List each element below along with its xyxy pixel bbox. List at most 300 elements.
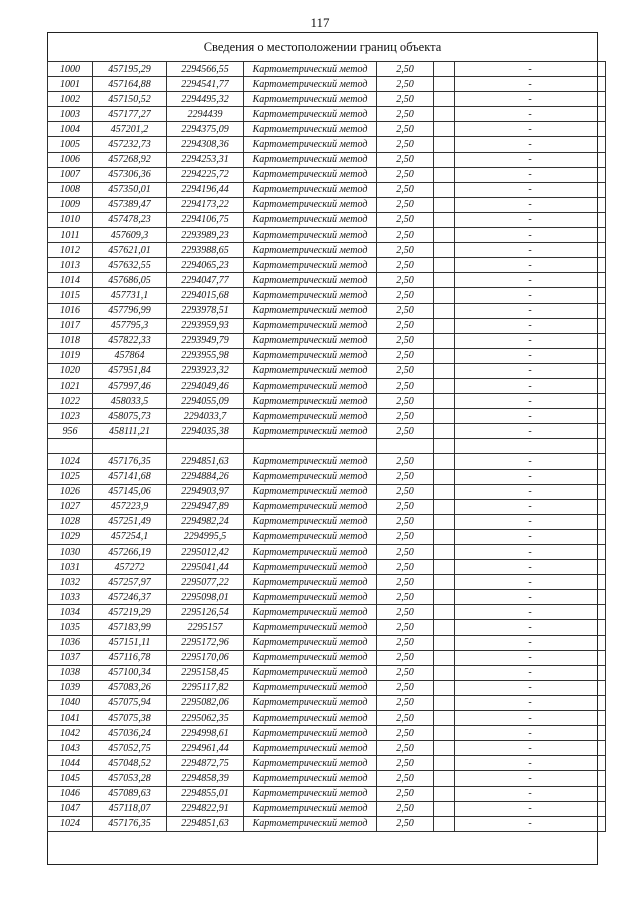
coord-x-cell: 457176,35	[93, 816, 167, 831]
coord-x-cell: 457951,84	[93, 363, 167, 378]
point-number-cell: 1010	[48, 212, 93, 227]
empty-cell-cell	[434, 258, 455, 273]
table-row	[48, 288, 606, 303]
table-row	[48, 107, 606, 122]
table-row	[48, 635, 606, 650]
accuracy-cell: 2,50	[377, 454, 434, 469]
table-row	[48, 650, 606, 665]
coord-x-cell: 457036,24	[93, 726, 167, 741]
point-number-cell: 1009	[48, 197, 93, 212]
coord-y-cell: 2294065,23	[167, 258, 244, 273]
note-cell: -	[455, 394, 606, 409]
empty-cell-cell	[434, 801, 455, 816]
separator-cell	[48, 439, 93, 454]
table-row	[48, 122, 606, 137]
coord-y-cell: 2294998,61	[167, 726, 244, 741]
method-cell: Картометрический метод	[244, 771, 377, 786]
method-cell: Картометрический метод	[244, 182, 377, 197]
coord-y-cell: 2294196,44	[167, 182, 244, 197]
method-cell: Картометрический метод	[244, 77, 377, 92]
accuracy-cell: 2,50	[377, 711, 434, 726]
table-row	[48, 680, 606, 695]
point-number-cell: 1012	[48, 243, 93, 258]
coord-x-cell: 457141,68	[93, 469, 167, 484]
empty-cell-cell	[434, 726, 455, 741]
table-row	[48, 182, 606, 197]
note-cell: -	[455, 122, 606, 137]
method-cell: Картометрический метод	[244, 303, 377, 318]
table-row	[48, 333, 606, 348]
table-row	[48, 711, 606, 726]
coord-y-cell: 2293955,98	[167, 348, 244, 363]
coord-x-cell: 457201,2	[93, 122, 167, 137]
empty-cell-cell	[434, 363, 455, 378]
point-number-cell: 1047	[48, 801, 93, 816]
empty-cell-cell	[434, 167, 455, 182]
coord-y-cell: 2294055,09	[167, 394, 244, 409]
point-number-cell: 1031	[48, 560, 93, 575]
note-cell: -	[455, 575, 606, 590]
accuracy-cell: 2,50	[377, 695, 434, 710]
method-cell: Картометрический метод	[244, 756, 377, 771]
method-cell: Картометрический метод	[244, 137, 377, 152]
coord-y-cell: 2295117,82	[167, 680, 244, 695]
coord-y-cell: 2294308,36	[167, 137, 244, 152]
accuracy-cell: 2,50	[377, 409, 434, 424]
empty-cell-cell	[434, 122, 455, 137]
empty-cell-cell	[434, 152, 455, 167]
table-row	[48, 303, 606, 318]
table-row	[48, 620, 606, 635]
table-row	[48, 469, 606, 484]
coord-y-cell: 2295012,42	[167, 545, 244, 560]
table-row	[48, 243, 606, 258]
accuracy-cell: 2,50	[377, 348, 434, 363]
table-row	[48, 318, 606, 333]
note-cell: -	[455, 635, 606, 650]
coord-y-cell: 2295082,06	[167, 695, 244, 710]
table-row	[48, 726, 606, 741]
method-cell: Картометрический метод	[244, 695, 377, 710]
table-row	[48, 786, 606, 801]
table-row	[48, 348, 606, 363]
empty-cell-cell	[434, 62, 455, 77]
accuracy-cell: 2,50	[377, 680, 434, 695]
accuracy-cell: 2,50	[377, 273, 434, 288]
coord-x-cell: 457246,37	[93, 590, 167, 605]
accuracy-cell: 2,50	[377, 167, 434, 182]
accuracy-cell: 2,50	[377, 590, 434, 605]
empty-cell-cell	[434, 484, 455, 499]
method-cell: Картометрический метод	[244, 650, 377, 665]
accuracy-cell: 2,50	[377, 771, 434, 786]
empty-cell-cell	[434, 107, 455, 122]
coord-y-cell: 2294495,32	[167, 92, 244, 107]
note-cell: -	[455, 605, 606, 620]
coord-x-cell: 457164,88	[93, 77, 167, 92]
accuracy-cell: 2,50	[377, 394, 434, 409]
accuracy-cell: 2,50	[377, 228, 434, 243]
coord-y-cell: 2294049,46	[167, 378, 244, 393]
method-cell: Картометрический метод	[244, 152, 377, 167]
empty-cell-cell	[434, 620, 455, 635]
table-row	[48, 771, 606, 786]
method-cell: Картометрический метод	[244, 212, 377, 227]
point-number-cell: 1023	[48, 409, 93, 424]
table-row	[48, 590, 606, 605]
table-row	[48, 152, 606, 167]
coord-x-cell: 457219,29	[93, 605, 167, 620]
accuracy-cell: 2,50	[377, 499, 434, 514]
coord-x-cell: 457232,73	[93, 137, 167, 152]
coord-y-cell: 2294033,7	[167, 409, 244, 424]
empty-cell-cell	[434, 228, 455, 243]
coord-y-cell: 2294855,01	[167, 786, 244, 801]
table-row	[48, 273, 606, 288]
accuracy-cell: 2,50	[377, 756, 434, 771]
point-number-cell: 1002	[48, 92, 93, 107]
coord-y-cell: 2294961,44	[167, 741, 244, 756]
accuracy-cell: 2,50	[377, 529, 434, 544]
accuracy-cell: 2,50	[377, 786, 434, 801]
table-row	[48, 363, 606, 378]
accuracy-cell: 2,50	[377, 545, 434, 560]
empty-cell-cell	[434, 816, 455, 831]
note-cell: -	[455, 197, 606, 212]
empty-cell-cell	[434, 197, 455, 212]
note-cell: -	[455, 620, 606, 635]
note-cell: -	[455, 62, 606, 77]
point-number-cell: 1005	[48, 137, 93, 152]
note-cell: -	[455, 590, 606, 605]
point-number-cell: 1018	[48, 333, 93, 348]
coord-x-cell: 457083,26	[93, 680, 167, 695]
table-row	[48, 137, 606, 152]
note-cell: -	[455, 801, 606, 816]
coord-y-cell: 2294439	[167, 107, 244, 122]
note-cell: -	[455, 650, 606, 665]
method-cell: Картометрический метод	[244, 786, 377, 801]
coord-x-cell: 457053,28	[93, 771, 167, 786]
coord-y-cell: 2294566,55	[167, 62, 244, 77]
coord-x-cell: 457997,46	[93, 378, 167, 393]
point-number-cell: 1030	[48, 545, 93, 560]
empty-cell-cell	[434, 77, 455, 92]
coord-x-cell: 457251,49	[93, 514, 167, 529]
table-row	[48, 575, 606, 590]
note-cell: -	[455, 273, 606, 288]
method-cell: Картометрический метод	[244, 424, 377, 439]
method-cell: Картометрический метод	[244, 711, 377, 726]
table-row	[48, 378, 606, 393]
coord-x-cell: 457048,52	[93, 756, 167, 771]
separator-cell	[434, 439, 455, 454]
method-cell: Картометрический метод	[244, 499, 377, 514]
table-row	[48, 605, 606, 620]
table-row	[48, 695, 606, 710]
empty-cell-cell	[434, 665, 455, 680]
accuracy-cell: 2,50	[377, 378, 434, 393]
coord-y-cell: 2293978,51	[167, 303, 244, 318]
method-cell: Картометрический метод	[244, 363, 377, 378]
point-number-cell: 1003	[48, 107, 93, 122]
note-cell: -	[455, 167, 606, 182]
method-cell: Картометрический метод	[244, 529, 377, 544]
table-row	[48, 756, 606, 771]
point-number-cell: 1008	[48, 182, 93, 197]
method-cell: Картометрический метод	[244, 590, 377, 605]
coord-y-cell: 2295170,06	[167, 650, 244, 665]
coord-x-cell: 457183,99	[93, 620, 167, 635]
point-number-cell: 1045	[48, 771, 93, 786]
point-number-cell: 1025	[48, 469, 93, 484]
note-cell: -	[455, 288, 606, 303]
method-cell: Картометрический метод	[244, 378, 377, 393]
empty-cell-cell	[434, 575, 455, 590]
point-number-cell: 1037	[48, 650, 93, 665]
method-cell: Картометрический метод	[244, 107, 377, 122]
accuracy-cell: 2,50	[377, 514, 434, 529]
method-cell: Картометрический метод	[244, 409, 377, 424]
coord-y-cell: 2293989,23	[167, 228, 244, 243]
accuracy-cell: 2,50	[377, 212, 434, 227]
coord-x-cell: 457268,92	[93, 152, 167, 167]
note-cell: -	[455, 318, 606, 333]
empty-cell-cell	[434, 560, 455, 575]
point-number-cell: 1013	[48, 258, 93, 273]
note-cell: -	[455, 680, 606, 695]
point-number-cell: 1006	[48, 152, 93, 167]
coord-x-cell: 457150,52	[93, 92, 167, 107]
coord-x-cell: 457052,75	[93, 741, 167, 756]
coord-x-cell: 457306,36	[93, 167, 167, 182]
coord-y-cell: 2294851,63	[167, 816, 244, 831]
coord-x-cell: 457257,97	[93, 575, 167, 590]
accuracy-cell: 2,50	[377, 152, 434, 167]
empty-cell-cell	[434, 137, 455, 152]
note-cell: -	[455, 545, 606, 560]
note-cell: -	[455, 424, 606, 439]
coord-y-cell: 2295098,01	[167, 590, 244, 605]
coord-x-cell: 457822,33	[93, 333, 167, 348]
accuracy-cell: 2,50	[377, 741, 434, 756]
coord-x-cell: 457145,06	[93, 484, 167, 499]
point-number-cell: 1017	[48, 318, 93, 333]
point-number-cell: 1024	[48, 454, 93, 469]
coord-y-cell: 2294035,38	[167, 424, 244, 439]
accuracy-cell: 2,50	[377, 605, 434, 620]
coord-x-cell: 457254,1	[93, 529, 167, 544]
coord-x-cell: 457864	[93, 348, 167, 363]
coord-y-cell: 2294822,91	[167, 801, 244, 816]
coord-y-cell: 2294541,77	[167, 77, 244, 92]
method-cell: Картометрический метод	[244, 62, 377, 77]
page-number: 117	[310, 15, 330, 30]
point-number-cell: 1043	[48, 741, 93, 756]
empty-cell-cell	[434, 786, 455, 801]
coord-x-cell: 457075,38	[93, 711, 167, 726]
coord-y-cell: 2294872,75	[167, 756, 244, 771]
coord-x-cell: 457621,01	[93, 243, 167, 258]
note-cell: -	[455, 529, 606, 544]
table-row	[48, 816, 606, 831]
empty-cell-cell	[434, 695, 455, 710]
point-number-cell: 1022	[48, 394, 93, 409]
table-row	[48, 92, 606, 107]
point-number-cell: 1046	[48, 786, 93, 801]
table-row	[48, 212, 606, 227]
note-cell: -	[455, 454, 606, 469]
coord-y-cell: 2293959,93	[167, 318, 244, 333]
method-cell: Картометрический метод	[244, 454, 377, 469]
note-cell: -	[455, 303, 606, 318]
accuracy-cell: 2,50	[377, 243, 434, 258]
coord-x-cell: 457100,34	[93, 665, 167, 680]
accuracy-cell: 2,50	[377, 288, 434, 303]
empty-cell-cell	[434, 348, 455, 363]
coord-x-cell: 457266,19	[93, 545, 167, 560]
accuracy-cell: 2,50	[377, 801, 434, 816]
table-row	[48, 62, 606, 77]
empty-cell-cell	[434, 650, 455, 665]
table-row	[48, 197, 606, 212]
accuracy-cell: 2,50	[377, 318, 434, 333]
coord-y-cell: 2295077,22	[167, 575, 244, 590]
note-cell: -	[455, 378, 606, 393]
note-cell: -	[455, 756, 606, 771]
empty-cell-cell	[434, 333, 455, 348]
coord-y-cell: 2294995,5	[167, 529, 244, 544]
coord-y-cell: 2293949,79	[167, 333, 244, 348]
note-cell: -	[455, 363, 606, 378]
empty-cell-cell	[434, 288, 455, 303]
empty-cell-cell	[434, 469, 455, 484]
accuracy-cell: 2,50	[377, 363, 434, 378]
coord-x-cell: 457731,1	[93, 288, 167, 303]
table-row	[48, 77, 606, 92]
point-number-cell: 1001	[48, 77, 93, 92]
coord-x-cell: 457796,99	[93, 303, 167, 318]
table-row	[48, 228, 606, 243]
accuracy-cell: 2,50	[377, 650, 434, 665]
method-cell: Картометрический метод	[244, 605, 377, 620]
coord-x-cell: 458075,73	[93, 409, 167, 424]
empty-cell-cell	[434, 711, 455, 726]
empty-cell-cell	[434, 680, 455, 695]
point-number-cell: 1041	[48, 711, 93, 726]
coord-y-cell: 2295158,45	[167, 665, 244, 680]
empty-cell-cell	[434, 182, 455, 197]
point-number-cell: 1021	[48, 378, 93, 393]
coord-y-cell: 2295157	[167, 620, 244, 635]
note-cell: -	[455, 152, 606, 167]
note-cell: -	[455, 258, 606, 273]
empty-cell-cell	[434, 303, 455, 318]
method-cell: Картометрический метод	[244, 469, 377, 484]
point-number-cell: 1036	[48, 635, 93, 650]
coord-y-cell: 2295041,44	[167, 560, 244, 575]
accuracy-cell: 2,50	[377, 560, 434, 575]
note-cell: -	[455, 560, 606, 575]
method-cell: Картометрический метод	[244, 394, 377, 409]
empty-cell-cell	[434, 499, 455, 514]
method-cell: Картометрический метод	[244, 92, 377, 107]
method-cell: Картометрический метод	[244, 575, 377, 590]
accuracy-cell: 2,50	[377, 77, 434, 92]
point-number-cell: 1028	[48, 514, 93, 529]
point-number-cell: 1024	[48, 816, 93, 831]
method-cell: Картометрический метод	[244, 197, 377, 212]
note-cell: -	[455, 514, 606, 529]
table-row	[48, 560, 606, 575]
separator-cell	[167, 439, 244, 454]
method-cell: Картометрический метод	[244, 620, 377, 635]
coord-y-cell: 2294982,24	[167, 514, 244, 529]
coord-x-cell: 457350,01	[93, 182, 167, 197]
empty-cell-cell	[434, 756, 455, 771]
method-cell: Картометрический метод	[244, 560, 377, 575]
note-cell: -	[455, 499, 606, 514]
note-cell: -	[455, 92, 606, 107]
note-cell: -	[455, 816, 606, 831]
coordinates-table	[47, 61, 606, 832]
note-cell: -	[455, 182, 606, 197]
empty-cell-cell	[434, 454, 455, 469]
table-row	[48, 529, 606, 544]
table-row	[48, 454, 606, 469]
method-cell: Картометрический метод	[244, 741, 377, 756]
coord-y-cell: 2294225,72	[167, 167, 244, 182]
note-cell: -	[455, 228, 606, 243]
table-row	[48, 484, 606, 499]
table-row	[48, 801, 606, 816]
empty-cell-cell	[434, 92, 455, 107]
accuracy-cell: 2,50	[377, 635, 434, 650]
point-number-cell: 1040	[48, 695, 93, 710]
accuracy-cell: 2,50	[377, 665, 434, 680]
note-cell: -	[455, 726, 606, 741]
accuracy-cell: 2,50	[377, 333, 434, 348]
empty-cell-cell	[434, 273, 455, 288]
note-cell: -	[455, 665, 606, 680]
empty-cell-cell	[434, 378, 455, 393]
note-cell: -	[455, 333, 606, 348]
coord-x-cell: 457176,35	[93, 454, 167, 469]
accuracy-cell: 2,50	[377, 258, 434, 273]
empty-cell-cell	[434, 741, 455, 756]
coord-x-cell: 457195,29	[93, 62, 167, 77]
empty-cell-cell	[434, 243, 455, 258]
table-row	[48, 545, 606, 560]
point-number-cell: 1029	[48, 529, 93, 544]
point-number-cell: 1027	[48, 499, 93, 514]
coord-y-cell: 2294173,22	[167, 197, 244, 212]
accuracy-cell: 2,50	[377, 575, 434, 590]
empty-cell-cell	[434, 318, 455, 333]
empty-cell-cell	[434, 424, 455, 439]
method-cell: Картометрический метод	[244, 228, 377, 243]
point-number-cell: 1016	[48, 303, 93, 318]
note-cell: -	[455, 771, 606, 786]
coord-x-cell: 457795,3	[93, 318, 167, 333]
empty-cell-cell	[434, 605, 455, 620]
method-cell: Картометрический метод	[244, 243, 377, 258]
note-cell: -	[455, 484, 606, 499]
method-cell: Картометрический метод	[244, 816, 377, 831]
method-cell: Картометрический метод	[244, 273, 377, 288]
separator-cell	[455, 439, 606, 454]
table-row	[48, 499, 606, 514]
